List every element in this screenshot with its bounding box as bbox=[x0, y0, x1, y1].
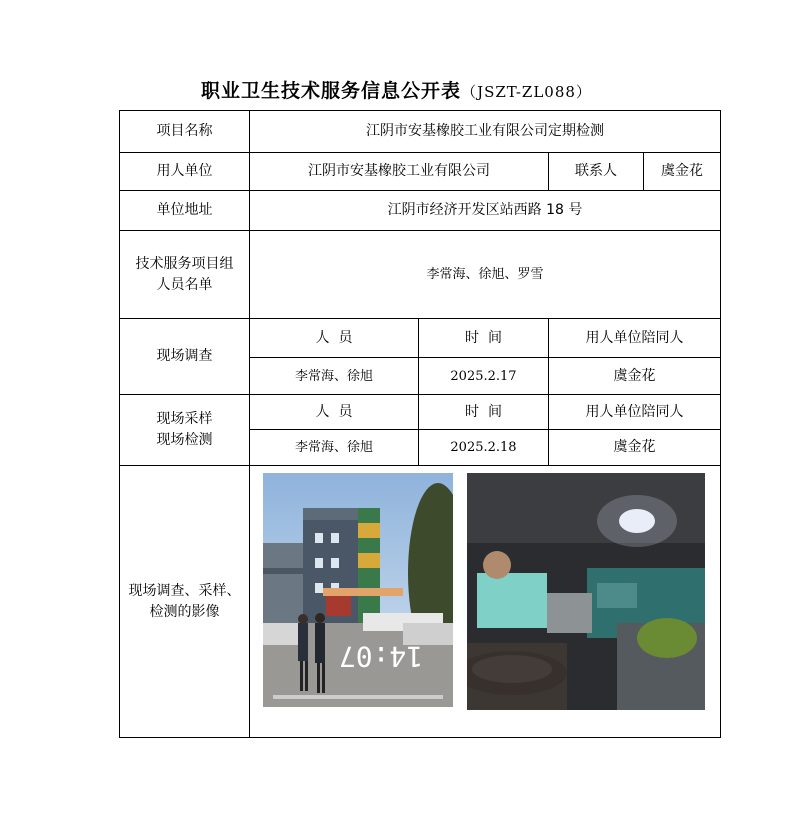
row-employer bbox=[120, 153, 721, 191]
sampling-header-companion: 用人单位陪同人 bbox=[549, 395, 721, 430]
photo-timestamp: 14:07 bbox=[338, 640, 424, 673]
row-images bbox=[120, 466, 721, 738]
address-label: 单位地址 bbox=[120, 191, 250, 231]
sampling-people: 李常海、徐旭 bbox=[250, 430, 419, 466]
images-cell bbox=[250, 466, 721, 738]
images-label-line1: 现场调查、采样、 bbox=[128, 582, 241, 599]
sampling-label-line2: 现场检测 bbox=[156, 432, 213, 448]
contact-value: 虞金花 bbox=[644, 153, 721, 191]
row-project-name bbox=[120, 111, 721, 153]
contact-label: 联系人 bbox=[549, 153, 644, 191]
employer-value: 江阴市安基橡胶工业有限公司 bbox=[250, 153, 549, 191]
sampling-companion: 虞金花 bbox=[549, 430, 721, 466]
survey-header-people: 人 员 bbox=[250, 319, 419, 358]
sampling-header-people: 人 员 bbox=[250, 395, 419, 430]
survey-label: 现场调查 bbox=[120, 319, 250, 395]
row-team bbox=[120, 231, 721, 319]
page-title bbox=[0, 76, 793, 103]
team-label-line1: 技术服务项目组 bbox=[135, 255, 234, 272]
address-value: 江阴市经济开发区站西路 18 号 bbox=[250, 191, 721, 231]
team-value: 李常海、徐旭、罗雪 bbox=[250, 231, 721, 319]
info-table bbox=[119, 110, 721, 738]
survey-header-companion: 用人单位陪同人 bbox=[549, 319, 721, 358]
team-label bbox=[120, 231, 250, 319]
employer-label: 用人单位 bbox=[120, 153, 250, 191]
survey-companion: 虞金花 bbox=[549, 358, 721, 395]
title-text: 职业卫生技术服务信息公开表 bbox=[201, 80, 462, 102]
project-name-value: 江阴市安基橡胶工业有限公司定期检测 bbox=[250, 111, 721, 153]
site-photo-building bbox=[263, 473, 453, 707]
images-label bbox=[120, 466, 250, 738]
survey-header-time: 时 间 bbox=[419, 319, 549, 358]
site-photo-workshop bbox=[467, 473, 705, 710]
sampling-label bbox=[120, 395, 250, 466]
row-survey-header bbox=[120, 319, 721, 358]
row-sampling-header bbox=[120, 395, 721, 430]
images-label-line2: 检测的影像 bbox=[149, 603, 220, 620]
team-label-line2: 人员名单 bbox=[156, 276, 213, 293]
sampling-date: 2025.2.18 bbox=[419, 430, 549, 466]
project-name-label: 项目名称 bbox=[120, 111, 250, 153]
survey-people: 李常海、徐旭 bbox=[250, 358, 419, 395]
sampling-header-time: 时 间 bbox=[419, 395, 549, 430]
row-address bbox=[120, 191, 721, 231]
sampling-label-line1: 现场采样 bbox=[156, 411, 213, 427]
survey-date: 2025.2.17 bbox=[419, 358, 549, 395]
form-code: （JSZT-ZL088） bbox=[461, 83, 592, 101]
